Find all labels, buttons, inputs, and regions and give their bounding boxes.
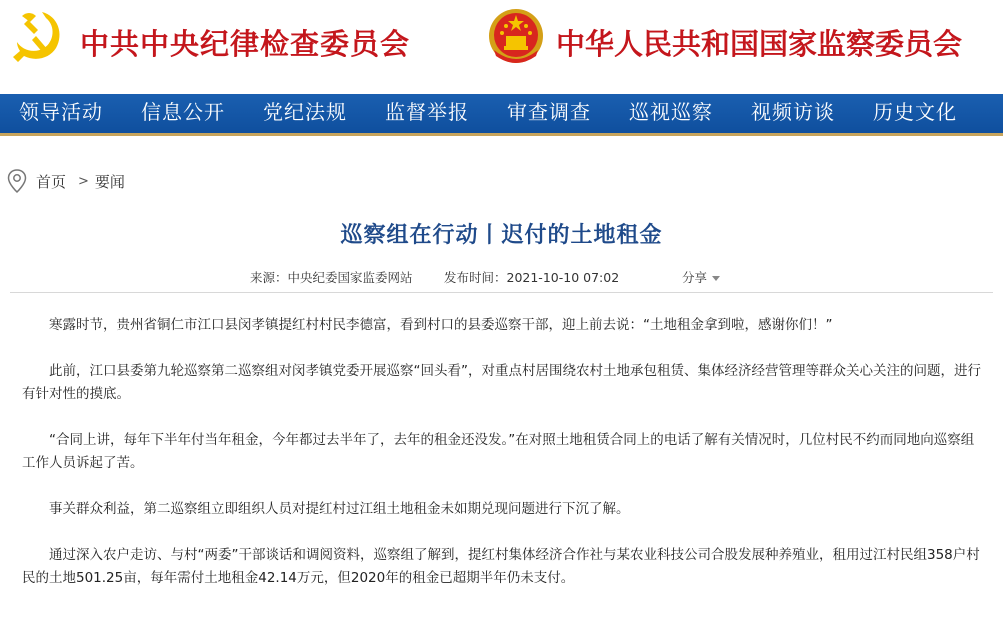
meta-divider [10,292,993,293]
article-title: 巡察组在行动丨迟付的土地租金 [340,223,663,248]
breadcrumb-section[interactable]: 要闻 [94,172,125,191]
article-paragraph: 此前，江口县委第九轮巡察第二巡察组对闵孝镇党委开展巡察“回头看”，对重点村居围绕农村土地承包租赁、集体经济经营管理等群众关心关注的问题，进行有针对性的摸底。 [22,363,981,402]
location-pin-icon [6,168,28,194]
main-nav [0,94,1003,136]
national-emblem-icon[interactable] [486,6,546,68]
nav-item-investigation[interactable]: 审查调查 [507,100,591,124]
article-meta [0,268,1003,286]
article-body [22,314,982,613]
article-paragraph: “合同上讲，每年下半年付当年租金，今年都过去半年了，去年的租金还没发。”在对照土地租赁合同上的电话了解有关情况时，几位村民不约而同地向巡察组工作人员诉起了苦。 [22,432,975,471]
nav-item-report[interactable]: 监督举报 [385,100,469,124]
article-paragraph: 通过深入农户走访、与村“两委”干部谈话和调阅资料，巡察组了解到，提红村集体经济合作社与某农业科技公司合股发展种养殖业，租用过江村民组358户村民的土地501.25亩，每年需付土地租金42.14万元，但2020年的租金已超期半年仍未支付。 [22,547,980,586]
article-paragraph: 寒露时节，贵州省铜仁市江口县闵孝镇提红村村民李德富，看到村口的县委巡察干部，迎上前去说：“土地租金拿到啦，感谢你们！” [49,317,833,333]
nav-item-video[interactable]: 视频访谈 [751,100,835,124]
site-header [0,0,1003,92]
chevron-down-icon [712,276,720,281]
nav-item-info-disclosure[interactable]: 信息公开 [141,100,225,124]
share-button[interactable] [682,268,720,286]
article-source: 来源：中央纪委国家监委网站 [250,270,413,285]
nsc-title[interactable]: 中华人民共和国国家监察委员会 [556,27,963,61]
article-paragraph: 事关群众利益，第二巡察组立即组织人员对提红村过江组土地租金未如期兑现问题进行下沉了解。 [49,501,630,517]
ccdi-title[interactable]: 中共中央纪律检查委员会 [80,27,411,61]
breadcrumb-home[interactable]: 首页 [36,172,67,191]
nav-item-history[interactable]: 历史文化 [873,100,957,124]
nav-item-inspection[interactable]: 巡视巡察 [629,100,713,124]
breadcrumb-separator: > [78,173,89,189]
party-emblem-icon[interactable] [8,6,68,66]
nav-item-regulations[interactable]: 党纪法规 [263,100,347,124]
share-label: 分享 [682,270,708,285]
article-publish-time: 发布时间：2021-10-10 07:02 [444,270,620,285]
nav-item-leadership[interactable]: 领导活动 [19,100,103,124]
breadcrumb [6,168,125,194]
